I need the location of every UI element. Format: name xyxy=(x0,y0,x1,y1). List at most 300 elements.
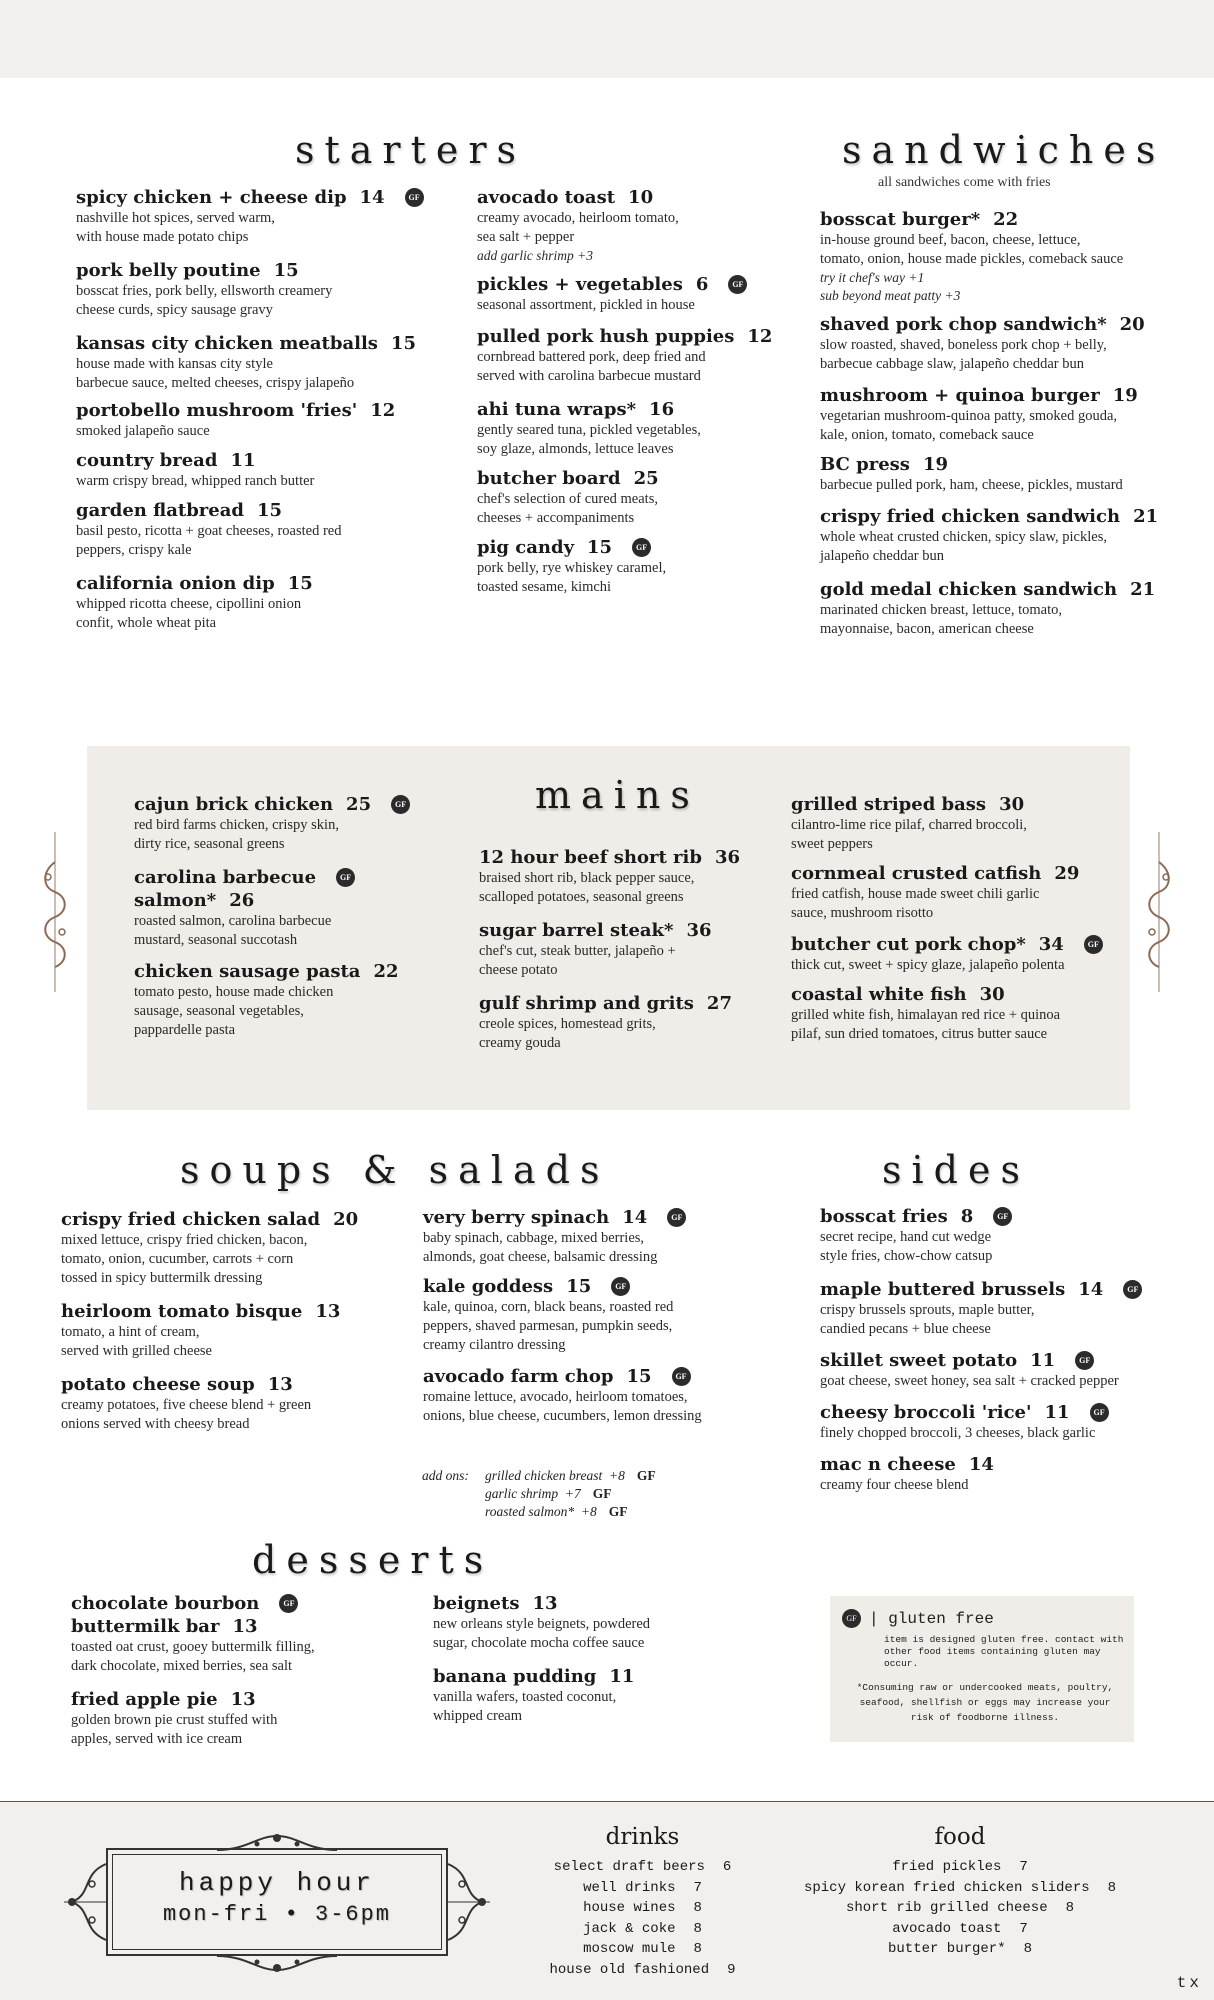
mains-column-1 xyxy=(134,793,454,1060)
happy-hour-item-price: 7 xyxy=(693,1879,702,1896)
item-description: cheese potato xyxy=(479,962,558,978)
item-name: kansas city chicken meatballs xyxy=(76,333,378,354)
item-price: 13 xyxy=(267,1374,293,1395)
item-description: with house made potato chips xyxy=(76,229,249,245)
item-price: 30 xyxy=(999,794,1025,815)
ornament-left-icon xyxy=(40,832,70,992)
mains-title: mains xyxy=(535,773,700,817)
item-name: maple buttered brussels xyxy=(820,1279,1066,1300)
happy-hour-item-name: well drinks xyxy=(583,1879,676,1896)
item-name-row xyxy=(76,449,456,472)
happy-hour-item xyxy=(800,1939,1120,1960)
gf-legend-head xyxy=(842,1609,994,1628)
menu-item xyxy=(76,332,456,393)
item-name: BC press xyxy=(820,454,910,475)
menu-item xyxy=(61,1373,401,1434)
item-description: grilled white fish, himalayan red rice + quinoa xyxy=(791,1007,1061,1023)
item-description: sea salt + pepper xyxy=(477,229,575,245)
menu-item xyxy=(820,453,1200,495)
item-description: gently seared tuna, pickled vegetables, xyxy=(477,422,701,438)
item-description: vegetarian mushroom-quinoa patty, smoked gouda, xyxy=(820,408,1118,424)
item-price: 21 xyxy=(1130,579,1156,600)
item-description: cilantro-lime rice pilaf, charred broccoli, xyxy=(791,817,1027,833)
item-price: 8 xyxy=(960,1206,974,1227)
menu-item xyxy=(820,208,1200,305)
sandwiches-note: all sandwiches come with fries xyxy=(878,175,1051,190)
item-price: 15 xyxy=(587,537,613,558)
gluten-free-legend xyxy=(830,1596,1134,1742)
item-addon: try it chef's way +1 xyxy=(820,270,925,285)
item-price: 34 xyxy=(1038,934,1064,955)
item-addon: sub beyond meat patty +3 xyxy=(820,288,961,303)
item-description: crispy brussels sprouts, maple butter, xyxy=(820,1302,1035,1318)
item-name-row xyxy=(820,1278,1200,1301)
menu-item xyxy=(477,325,807,386)
item-description: dark chocolate, mixed berries, sea salt xyxy=(71,1658,293,1674)
menu-item xyxy=(134,866,454,950)
item-name-row xyxy=(76,399,456,422)
mains-column-2 xyxy=(479,846,779,1073)
happy-hour-item-name: select draft beers xyxy=(553,1859,705,1875)
item-name: garden flatbread xyxy=(76,500,244,521)
gf-badge-icon: GF xyxy=(1123,1280,1142,1299)
item-description: marinated chicken breast, lettuce, tomato, xyxy=(820,602,1062,618)
gf-badge-icon: GF xyxy=(1075,1351,1094,1370)
menu-item xyxy=(479,992,779,1053)
item-price: 15 xyxy=(566,1276,592,1297)
happy-hour-item xyxy=(800,1919,1120,1940)
item-name-row xyxy=(71,1615,401,1638)
frame-flourish-right-icon xyxy=(442,1854,492,1950)
item-price: 11 xyxy=(230,450,256,471)
gf-badge-icon: GF xyxy=(728,275,747,294)
item-name: chicken sausage pasta xyxy=(134,961,361,982)
item-name-row xyxy=(76,332,456,355)
item-price: 21 xyxy=(1133,506,1159,527)
item-description: smoked jalapeño sauce xyxy=(76,423,210,439)
item-description: pilaf, sun dried tomatoes, citrus butter sauce xyxy=(791,1026,1048,1042)
item-name: butcher cut pork chop* xyxy=(791,934,1026,955)
item-description: tomato pesto, house made chicken xyxy=(134,984,334,1000)
item-name: kale goddess xyxy=(423,1276,554,1297)
menu-item xyxy=(76,499,456,560)
item-name-row xyxy=(134,793,454,816)
item-description: golden brown pie crust stuffed with xyxy=(71,1712,278,1728)
gf-badge-icon: GF xyxy=(672,1367,691,1386)
item-description: creamy avocado, heirloom tomato, xyxy=(477,210,679,226)
happy-hour-title: happy hour xyxy=(178,1868,376,1898)
item-name-row xyxy=(820,313,1200,336)
item-price: 13 xyxy=(532,1593,558,1614)
item-name-row xyxy=(477,273,807,296)
drinks-list xyxy=(540,1857,745,1980)
soups-salads-title: soups & salads xyxy=(180,1148,610,1192)
item-name: 12 hour beef short rib xyxy=(479,847,702,868)
menu-item xyxy=(791,983,1121,1044)
item-name-row xyxy=(423,1206,763,1229)
menu-item xyxy=(791,933,1121,975)
top-band xyxy=(0,0,1214,78)
item-name: gulf shrimp and grits xyxy=(479,993,694,1014)
add-on-item: garlic shrimp +7 GF xyxy=(485,1486,612,1501)
happy-hour-item-name: house old fashioned xyxy=(549,1961,710,1978)
item-price: 20 xyxy=(1119,314,1145,335)
add-ons-label: add ons: xyxy=(422,1468,469,1483)
menu-item xyxy=(479,846,779,907)
happy-hour-times: mon-fri • 3-6pm xyxy=(162,1902,392,1927)
consumption-warning: *Consuming raw or undercooked meats, poultry, seafood, shellfish or eggs may increase your risk of foodborne illness. xyxy=(856,1682,1114,1723)
item-description: toasted sesame, kimchi xyxy=(477,579,612,595)
item-description: baby spinach, cabbage, mixed berries, xyxy=(423,1230,645,1246)
item-name: mushroom + quinoa burger xyxy=(820,385,1100,406)
menu-item xyxy=(820,578,1200,639)
item-description: mayonnaise, bacon, american cheese xyxy=(820,621,1034,637)
menu-item xyxy=(71,1688,401,1749)
item-name: skillet sweet potato xyxy=(820,1350,1018,1371)
happy-hour-item-price: 7 xyxy=(1019,1920,1028,1937)
item-name-row xyxy=(479,919,779,942)
item-description: soy glaze, almonds, lettuce leaves xyxy=(477,441,674,457)
item-description: creamy four cheese blend xyxy=(820,1477,969,1493)
item-description: goat cheese, sweet honey, sea salt + cracked pepper xyxy=(820,1373,1119,1389)
item-price: 15 xyxy=(256,500,283,521)
item-price: 6 xyxy=(695,274,709,295)
item-price: 15 xyxy=(273,260,299,281)
sides-title: sides xyxy=(882,1148,1030,1192)
happy-hour-item xyxy=(540,1939,745,1960)
item-name: shaved pork chop sandwich* xyxy=(820,314,1107,335)
item-name-row xyxy=(479,846,779,869)
item-description: peppers, crispy kale xyxy=(76,542,192,558)
gf-legend-desc: item is designed gluten free. contact with other food items containing gluten may occur. xyxy=(884,1634,1124,1669)
item-name-row xyxy=(76,186,456,209)
menu-item xyxy=(820,1401,1200,1443)
item-name: crispy fried chicken sandwich xyxy=(820,506,1121,527)
happy-hour-item-name: moscow mule xyxy=(583,1941,676,1957)
happy-hour-item-price: 8 xyxy=(693,1900,702,1916)
item-description: chef's selection of cured meats, xyxy=(477,491,658,507)
item-name-cont: buttermilk bar xyxy=(71,1616,220,1637)
item-price: 36 xyxy=(686,920,712,941)
item-description: sweet peppers xyxy=(791,836,873,852)
item-description: red bird farms chicken, crispy skin, xyxy=(134,817,339,833)
gf-badge-icon: GF xyxy=(993,1207,1012,1226)
item-description: peppers, shaved parmesan, pumpkin seeds, xyxy=(423,1318,673,1334)
happy-hour-item-price: 8 xyxy=(1023,1941,1033,1957)
item-price: 10 xyxy=(628,187,654,208)
item-name: bosscat fries xyxy=(820,1206,948,1227)
item-name-cont: salmon* xyxy=(134,890,217,911)
item-description: mustard, seasonal succotash xyxy=(134,932,298,948)
item-name-row xyxy=(61,1300,401,1323)
item-description: almonds, goat cheese, balsamic dressing xyxy=(423,1249,658,1265)
item-description: braised short rib, black pepper sauce, xyxy=(479,870,695,886)
menu-item xyxy=(479,919,779,980)
menu-item xyxy=(477,398,807,459)
menu-item xyxy=(477,467,807,528)
sandwiches-title: sandwiches xyxy=(842,128,1166,172)
item-name-row xyxy=(76,572,456,595)
item-description: style fries, chow-chow catsup xyxy=(820,1248,993,1264)
menu-item xyxy=(820,384,1200,445)
gf-badge-icon: GF xyxy=(279,1594,298,1613)
starters-title: starters xyxy=(295,128,527,172)
item-name: fried apple pie xyxy=(71,1689,218,1710)
item-name: avocado toast xyxy=(477,187,616,208)
menu-item xyxy=(820,505,1200,566)
item-name: cajun brick chicken xyxy=(134,794,334,815)
item-price: 22 xyxy=(373,961,399,982)
item-name: cornmeal crusted catfish xyxy=(791,863,1042,884)
item-description: creamy gouda xyxy=(479,1035,561,1051)
item-name-row xyxy=(134,866,454,889)
item-name-row xyxy=(433,1592,763,1615)
menu-item xyxy=(76,259,456,320)
item-description: creamy cilantro dressing xyxy=(423,1337,566,1353)
item-name-row xyxy=(477,536,807,559)
item-price: 20 xyxy=(333,1209,359,1230)
item-price: 14 xyxy=(1078,1279,1104,1300)
menu-item xyxy=(76,399,456,441)
food-title: food xyxy=(934,1824,986,1850)
food-list xyxy=(800,1857,1120,1960)
happy-hour-item xyxy=(800,1857,1120,1878)
item-price: 13 xyxy=(232,1616,258,1637)
happy-hour-item xyxy=(540,1857,745,1878)
happy-hour-item-name: fried pickles xyxy=(892,1859,1002,1875)
item-description: secret recipe, hand cut wedge xyxy=(820,1229,992,1245)
item-name: carolina barbecue xyxy=(134,867,317,888)
item-description: in-house ground beef, bacon, cheese, lettuce, xyxy=(820,232,1081,248)
menu-item xyxy=(791,862,1121,923)
happy-hour-item-price: 7 xyxy=(1019,1859,1028,1875)
item-name: pickles + vegetables xyxy=(477,274,683,295)
gf-badge-icon: GF xyxy=(405,188,424,207)
item-description: jalapeño cheddar bun xyxy=(820,548,945,564)
item-name: avocado farm chop xyxy=(423,1366,614,1387)
menu-item xyxy=(423,1365,763,1426)
happy-hour-item-name: butter burger* xyxy=(887,1941,1006,1957)
happy-hour-item-price: 8 xyxy=(693,1920,702,1937)
item-name: gold medal chicken sandwich xyxy=(820,579,1118,600)
ornament-right-icon xyxy=(1144,832,1174,992)
item-price: 15 xyxy=(626,1366,652,1387)
item-name: crispy fried chicken salad xyxy=(61,1209,321,1230)
item-name-row xyxy=(477,467,807,490)
item-description: sausage, seasonal vegetables, xyxy=(134,1003,304,1019)
item-name-row xyxy=(820,1205,1200,1228)
item-price: 25 xyxy=(346,794,372,815)
menu-item xyxy=(61,1300,401,1361)
happy-hour-item-price: 9 xyxy=(727,1961,736,1978)
item-name: butcher board xyxy=(477,468,621,489)
item-description: pappardelle pasta xyxy=(134,1022,236,1038)
item-name-row xyxy=(820,578,1200,601)
item-description: roasted salmon, carolina barbecue xyxy=(134,913,332,929)
item-description: cornbread battered pork, deep fried and xyxy=(477,349,706,365)
menu-item xyxy=(433,1592,763,1653)
item-description: mixed lettuce, crispy fried chicken, bacon, xyxy=(61,1232,308,1248)
gf-badge-icon: GF xyxy=(667,1208,686,1227)
item-name-row xyxy=(61,1373,401,1396)
soups-column-1 xyxy=(61,1208,401,1454)
item-description: kale, quinoa, corn, black beans, roasted red xyxy=(423,1299,674,1315)
item-name-row xyxy=(134,960,454,983)
item-price: 22 xyxy=(993,209,1019,230)
item-price: 12 xyxy=(370,400,396,421)
item-description: onions, blue cheese, cucumbers, lemon dressing xyxy=(423,1408,702,1424)
frame-flourish-left-icon xyxy=(62,1854,112,1950)
menu-item xyxy=(477,186,807,265)
menu-item xyxy=(820,1453,1200,1495)
menu-item xyxy=(791,793,1121,854)
item-price: 12 xyxy=(747,326,773,347)
gf-legend-title: | gluten free xyxy=(869,1609,994,1628)
happy-hour-item-price: 8 xyxy=(1065,1900,1075,1916)
menu-item xyxy=(820,1278,1200,1339)
item-description: candied pecans + blue cheese xyxy=(820,1321,991,1337)
item-price: 15 xyxy=(287,573,313,594)
item-description: cheeses + accompaniments xyxy=(477,510,635,526)
item-name-row xyxy=(477,325,807,348)
item-name: pig candy xyxy=(477,537,575,558)
item-name: potato cheese soup xyxy=(61,1374,255,1395)
menu-item xyxy=(477,273,807,315)
item-description: served with carolina barbecue mustard xyxy=(477,368,701,384)
menu-item xyxy=(423,1275,763,1355)
item-description: creamy potatoes, five cheese blend + green xyxy=(61,1397,312,1413)
item-description: tomato, onion, cucumber, carrots + corn xyxy=(61,1251,294,1267)
menu-item xyxy=(433,1665,763,1726)
happy-hour-item-name: spicy korean fried chicken sliders xyxy=(803,1879,1090,1896)
item-description: onions served with cheesy bread xyxy=(61,1416,250,1432)
happy-hour-frame xyxy=(106,1848,448,1956)
item-name-row xyxy=(433,1665,763,1688)
happy-hour-item-name: house wines xyxy=(583,1900,676,1916)
item-name-row xyxy=(71,1688,401,1711)
happy-hour-item-price: 8 xyxy=(693,1941,702,1957)
item-name-row xyxy=(791,793,1121,816)
item-name-row xyxy=(820,505,1200,528)
happy-hour-item xyxy=(540,1960,745,1981)
happy-hour-item xyxy=(800,1878,1120,1899)
drinks-title: drinks xyxy=(605,1824,680,1850)
item-name: sugar barrel steak* xyxy=(479,920,674,941)
desserts-column-2 xyxy=(433,1592,763,1746)
item-price: 26 xyxy=(229,890,255,911)
item-name-row xyxy=(61,1208,401,1231)
happy-hour-item-price: 8 xyxy=(1107,1879,1117,1896)
item-description: sauce, mushroom risotto xyxy=(791,905,934,921)
gf-badge-icon: GF xyxy=(842,1609,861,1628)
item-description: tossed in spicy buttermilk dressing xyxy=(61,1270,263,1286)
item-name-row xyxy=(423,1275,763,1298)
item-name-row xyxy=(820,384,1200,407)
item-description: seasonal assortment, pickled in house xyxy=(477,297,695,313)
item-description: barbecue pulled pork, ham, cheese, pickles, mustard xyxy=(820,477,1123,493)
menu-item xyxy=(820,1349,1200,1391)
item-description: romaine lettuce, avocado, heirloom tomatoes, xyxy=(423,1389,688,1405)
happy-hour-item xyxy=(540,1919,745,1940)
item-description: creole spices, homestead grits, xyxy=(479,1016,656,1032)
item-name: spicy chicken + cheese dip xyxy=(76,187,347,208)
item-name-row xyxy=(71,1592,401,1615)
item-price: 16 xyxy=(649,399,675,420)
item-description: thick cut, sweet + spicy glaze, jalapeño polenta xyxy=(791,957,1065,973)
item-name: pork belly poutine xyxy=(76,260,261,281)
item-description: barbecue cabbage slaw, jalapeño cheddar bun xyxy=(820,356,1084,372)
menu-item xyxy=(820,1205,1200,1266)
menu-item xyxy=(71,1592,401,1676)
happy-hour-item xyxy=(800,1898,1120,1919)
item-name-row xyxy=(820,1349,1200,1372)
item-description: confit, whole wheat pita xyxy=(76,615,217,631)
happy-hour-item-price: 6 xyxy=(722,1859,732,1875)
happy-hour-item-name: jack & coke xyxy=(583,1920,676,1937)
menu-item xyxy=(76,572,456,633)
add-on-item: roasted salmon* +8 GF xyxy=(485,1504,628,1519)
happy-hour-item xyxy=(540,1898,745,1919)
item-description: slow roasted, shaved, boneless pork chop + belly, xyxy=(820,337,1107,353)
item-name: very berry spinach xyxy=(423,1207,610,1228)
item-description: barbecue sauce, melted cheeses, crispy jalapeño xyxy=(76,375,355,391)
item-price: 25 xyxy=(633,468,659,489)
item-description: cheese curds, spicy sausage gravy xyxy=(76,302,273,318)
item-description: bosscat fries, pork belly, ellsworth creamery xyxy=(76,283,333,299)
menu-item xyxy=(76,449,456,491)
item-description: chef's cut, steak butter, jalapeño + xyxy=(479,943,676,959)
item-name-row xyxy=(820,208,1200,231)
item-price: 14 xyxy=(622,1207,648,1228)
item-name: pulled pork hush puppies xyxy=(477,326,735,347)
item-description: pork belly, rye whiskey caramel, xyxy=(477,560,667,576)
item-name-row xyxy=(791,983,1121,1006)
gf-badge-icon: GF xyxy=(1090,1403,1109,1422)
item-name: grilled striped bass xyxy=(791,794,987,815)
menu-item xyxy=(477,536,807,597)
gf-badge-icon: GF xyxy=(336,868,355,887)
item-price: 27 xyxy=(706,993,732,1014)
item-description: house made with kansas city style xyxy=(76,356,273,372)
item-price: 11 xyxy=(1030,1350,1056,1371)
item-description: toasted oat crust, gooey buttermilk filling, xyxy=(71,1639,315,1655)
item-name: cheesy broccoli 'rice' xyxy=(820,1402,1032,1423)
item-price: 19 xyxy=(922,454,948,475)
item-name: country bread xyxy=(76,450,218,471)
item-description: dirty rice, seasonal greens xyxy=(134,836,285,852)
item-price: 15 xyxy=(390,333,416,354)
item-name-row xyxy=(134,889,454,912)
sandwiches-column xyxy=(820,208,1200,659)
item-description: nashville hot spices, served warm, xyxy=(76,210,275,226)
item-description: sugar, chocolate mocha coffee sauce xyxy=(433,1635,645,1651)
menu-item xyxy=(76,186,456,247)
item-name-row xyxy=(423,1365,763,1388)
starters-column-1 xyxy=(76,186,456,653)
item-description: new orleans style beignets, powdered xyxy=(433,1616,651,1632)
item-description: vanilla wafers, toasted coconut, xyxy=(433,1689,617,1705)
item-description: whole wheat crusted chicken, spicy slaw, pickles, xyxy=(820,529,1107,545)
item-description: kale, onion, tomato, comeback sauce xyxy=(820,427,1034,443)
menu-item xyxy=(61,1208,401,1288)
item-name-row xyxy=(477,186,807,209)
happy-hour-section xyxy=(0,1801,1214,2000)
add-on-item: grilled chicken breast +8 GF xyxy=(485,1468,656,1483)
item-name: chocolate bourbon xyxy=(71,1593,260,1614)
sides-column xyxy=(820,1205,1200,1515)
happy-hour-item xyxy=(540,1878,745,1899)
item-description: whipped cream xyxy=(433,1708,522,1724)
